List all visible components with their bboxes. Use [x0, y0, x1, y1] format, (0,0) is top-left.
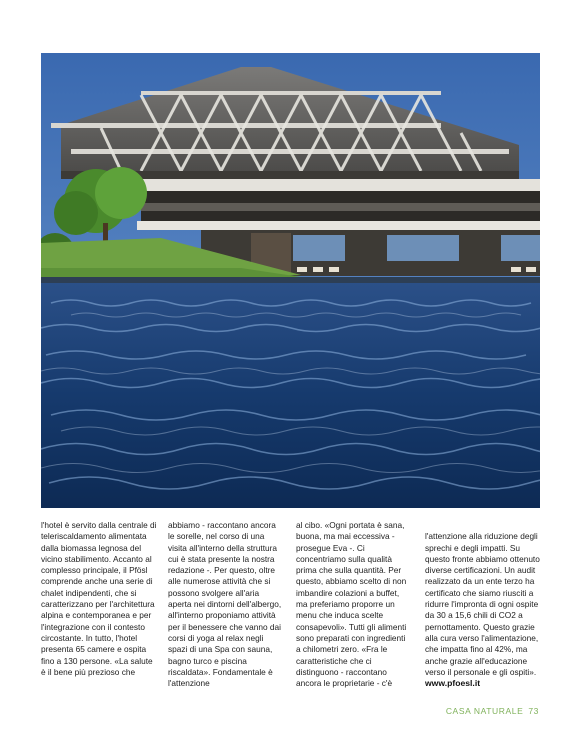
page-folio	[446, 706, 539, 716]
text-column-4	[425, 520, 541, 701]
text-column-4-body: l'attenzione alla riduzione degli sprechi e degli impatti. Su questo fronte abbiamo ottenuto diverse certificazioni. Un audit realizzato da un ente terzo ha certificato che siamo riusciti a ridurre l'impronta di ogni ospite da 30 a 15,6 chili di CO2 a pernottamento. Questo grazie alla cura verso l'alimentazione, che impatta fino al 42%, ma anche grazie all'educazione verso il personale e gli ospiti».	[425, 531, 540, 677]
website-link[interactable]: www.pfoesl.it	[425, 678, 481, 689]
magazine-name: CASA NATURALE	[445, 706, 524, 716]
text-column-3: al cibo. «Ogni portata è sana, buona, ma mai eccessiva - prosegue Eva -. Ci concentriamo sulla qualità prima che sulla quantità. Per questo, abbiamo scelto di non imbandire colazioni a buffet, ma preferiamo proporre un menu che induca scelte consapevoli». Tutti gli alimenti sono preparati con ingredienti a chilometri zero. «Fra le caratteristiche che ci distinguono - raccontano ancora le proprietarie - c'è	[296, 520, 407, 689]
page-number: 73	[528, 706, 539, 716]
hotel-pool-photo	[41, 53, 540, 508]
text-column-1: l'hotel è servito dalla centrale di teleriscaldamento alimentata dalla biomassa legnosa del vicino stabilimento. Accanto al complesso principale, il Pfösl comprende anche una serie di chalet indipendenti, che si caratterizzano per l'architettura alpina e contemporanea e per l'integrazione con il contesto circostante. In tutto, l'hotel presenta 65 camere e ospita fino a 130 persone. «La salute è il bene più prezioso che	[41, 520, 157, 677]
text-column-2: abbiamo - raccontano ancora le sorelle, nel corso di una visita all'interno della struttura cui è stata presente la nostra redazione -. Per questo, oltre alle numerose attività che si possono svolgere all'aria aperta nei dintorni dell'albergo, all'interno proponiamo attività per il benessere che vanno dai corsi di yoga al relax negli spazi di una Spa con sauna, bagno turco e piscina riscaldata». Fondamentale è l'attenzione	[168, 520, 282, 689]
article-body	[41, 520, 540, 700]
